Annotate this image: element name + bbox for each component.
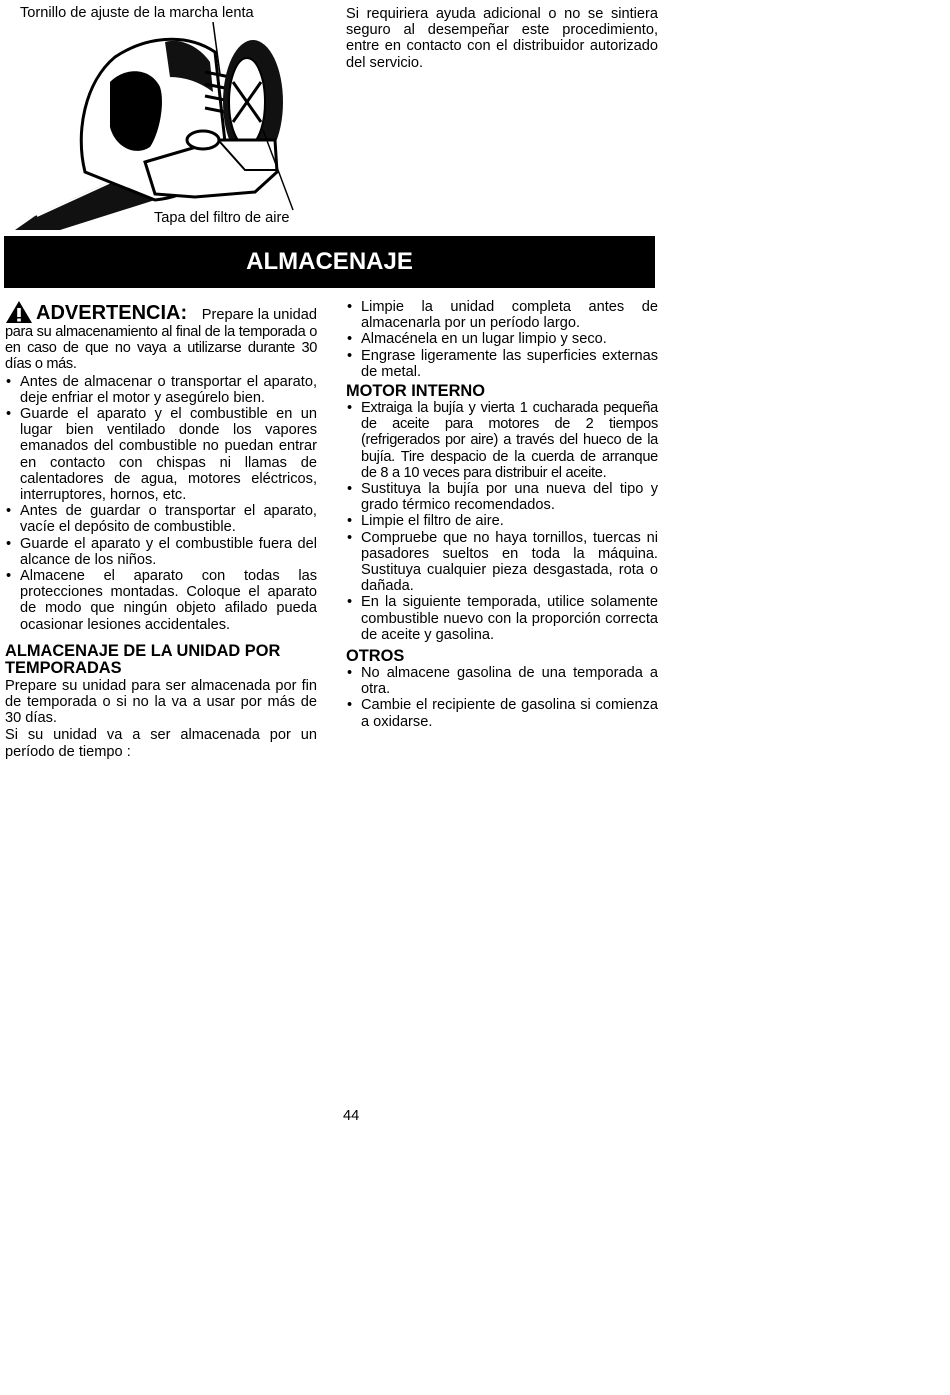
- engine-illustration: [15, 22, 305, 232]
- season-paragraph-2: Si su unidad va a ser almacenada por un período de tiempo :: [5, 727, 317, 760]
- warning-block: [5, 300, 317, 373]
- motor-heading: MOTOR INTERNO: [346, 382, 486, 401]
- list-item: • Antes de guardar o transportar el aparato, vacíe el depósito de combustible.: [6, 503, 317, 536]
- season-heading-2: TEMPORADAS: [5, 658, 122, 677]
- general-storage-list: [346, 299, 658, 380]
- motor-list: [346, 400, 658, 643]
- storage-precautions-list: [5, 374, 317, 633]
- season-heading-1: ALMACENAJE DE LA UNIDAD POR: [5, 641, 281, 660]
- list-item: • Guarde el aparato y el combustible en un lugar bien ventilado donde los vapores emanados del combustible no puedan entrar en contacto con chispas ni llamas de calentadores de agua, motores eléctricos, interruptores, hornos, etc.: [6, 406, 317, 504]
- list-item: • Engrase ligeramente las superficies externas de metal.: [347, 347, 658, 380]
- figure-label-idle-screw: Tornillo de ajuste de la marcha lenta: [20, 5, 254, 21]
- otros-list: [346, 665, 658, 730]
- left-column: [5, 300, 317, 760]
- warning-text: para su almacenamiento al final de la temporada o en caso de que no vaya a utilizarse durante 30 días o más.: [5, 324, 317, 373]
- list-item: • Compruebe que no haya tornillos, tuercas ni pasadores sueltos en toda la máquina. Sustituya cualquier pieza desgastada, rota o dañada.: [347, 529, 658, 595]
- warning-title-line: [5, 300, 317, 324]
- section-banner: ALMACENAJE: [4, 236, 655, 288]
- list-item: • No almacene gasolina de una temporada a otra.: [347, 665, 658, 698]
- season-paragraph-1: Prepare su unidad para ser almacenada por fin de temporada o si no la va a usar por más de 30 días.: [5, 677, 317, 727]
- list-item: • Almacénela en un lugar limpio y seco.: [347, 331, 607, 348]
- list-item: • Extraiga la bujía y vierta 1 cucharada pequeña de aceite para motores de 2 tiempos (refrigerados por aire) a través del hueco de la bujía. Tire despacio de la cuerda de arranque de 8 a 10 veces para distribuir el aceite.: [347, 400, 658, 481]
- list-item: • En la siguiente temporada, utilice solamente combustible nuevo con la proporción correcta de aceite y gasolina.: [347, 594, 658, 643]
- list-item: • Antes de almacenar o transportar el aparato, deje enfriar el motor y asegúrelo bien.: [6, 373, 317, 406]
- page-number: 44: [343, 1108, 360, 1124]
- list-item: • Sustituya la bujía por una nueva del tipo y grado térmico recomendados.: [347, 481, 658, 514]
- figure-label-air-filter-cover: Tapa del filtro de aire: [154, 210, 290, 226]
- list-item: • Limpie el filtro de aire.: [347, 513, 504, 530]
- warning-text-first: Prepare la unidad: [201, 307, 317, 323]
- warning-triangle-icon: [5, 300, 33, 324]
- list-item: • Guarde el aparato y el combustible fuera del alcance de los niños.: [6, 535, 317, 568]
- right-column: [346, 299, 658, 730]
- list-item: • Limpie la unidad completa antes de almacenarla por un período largo.: [347, 299, 658, 332]
- otros-heading: OTROS: [346, 647, 405, 666]
- warning-title: ADVERTENCIA:: [36, 302, 188, 324]
- assistance-paragraph: Si requiriera ayuda adicional o no se sintiera seguro al desempeñar este procedimiento, entre en contacto con el distribuidor autorizado del servicio.: [346, 6, 658, 71]
- list-item: • Almacene el aparato con todas las protecciones montadas. Coloque el aparato de modo que ningún objeto afilado pueda ocasionar lesiones accidentales.: [6, 568, 317, 633]
- list-item: • Cambie el recipiente de gasolina si comienza a oxidarse.: [347, 697, 658, 730]
